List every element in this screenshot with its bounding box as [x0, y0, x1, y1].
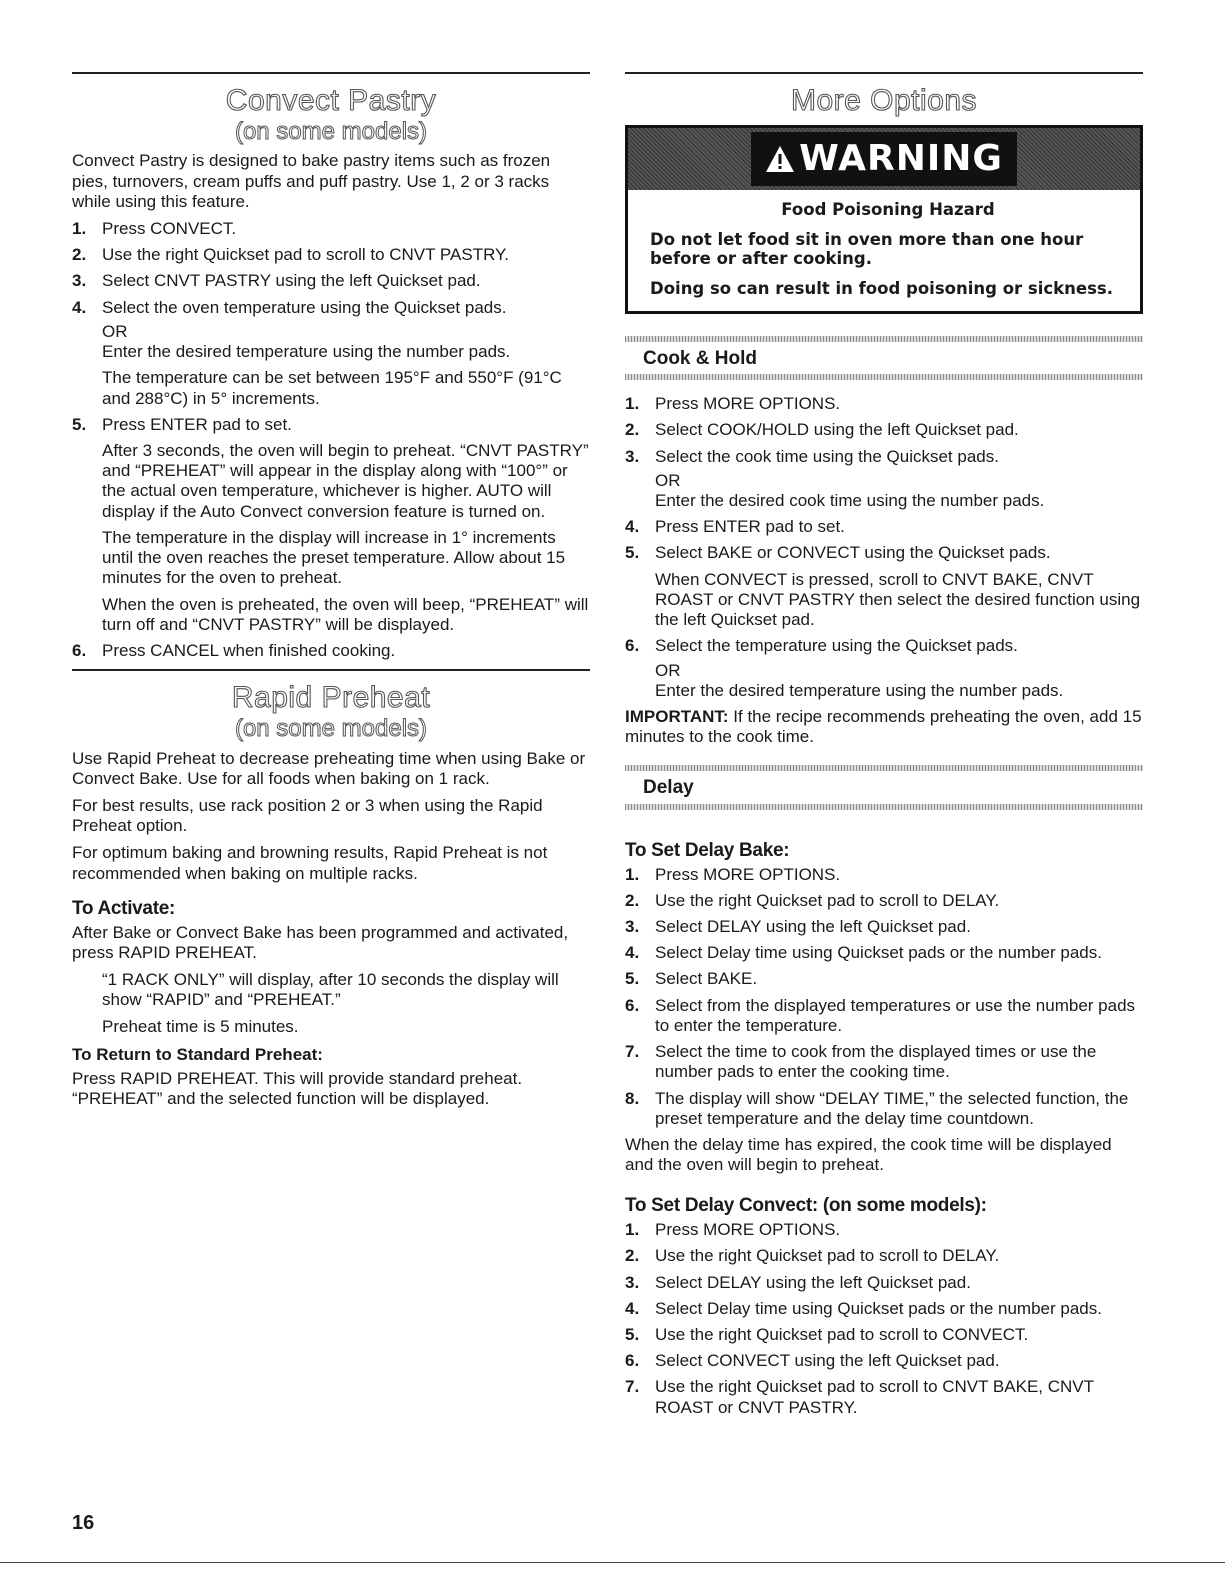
- warning-text: Do not let food sit in oven more than one hour before or after cooking.: [650, 229, 1084, 269]
- step-text: Use the right Quickset pad to scroll to CONVECT.: [655, 1324, 1029, 1344]
- section-title: Convect Pastry: [225, 84, 437, 117]
- list-item: [625, 1220, 1143, 1240]
- step-alt: Enter the desired temperature using the number pads.: [102, 342, 511, 362]
- step-note: When CONVECT is pressed, scroll to CNVT BAKE, CNVT ROAST or CNVT PASTRY then select the desired function using the left Quickset pad.: [655, 569, 1141, 630]
- or-label: OR: [102, 321, 128, 341]
- step-text: Select COOK/HOLD using the left Quickset pad.: [655, 420, 1019, 440]
- step-text: Select the oven temperature using the Quickset pads.: [102, 297, 507, 317]
- important-note: [625, 707, 1143, 747]
- step-alt: Enter the desired cook time using the number pads.: [655, 490, 1045, 510]
- step-note: After 3 seconds, the oven will begin to preheat. “CNVT PASTRY” and “PREHEAT” will appear in the display along with “100°” or the actual oven temperature, whichever is higher. AUTO will display if the Auto Convect conversion feature is turned on.: [102, 441, 589, 521]
- list-item: [625, 865, 1143, 885]
- step-text: Press ENTER pad to set.: [655, 517, 845, 537]
- step-text: Select BAKE or CONVECT using the Quickset pads.: [655, 543, 1051, 563]
- right-column: [625, 72, 1143, 1424]
- step-text: Select BAKE.: [655, 969, 758, 989]
- or-label: OR: [655, 660, 681, 680]
- list-item: [72, 641, 590, 661]
- steps-list: [625, 865, 1143, 1129]
- warning-text: Doing so can result in food poisoning or sickness.: [650, 278, 1113, 298]
- list-item: [625, 1377, 1143, 1417]
- step-text: Use the right Quickset pad to scroll to CNVT BAKE, CNVT ROAST or CNVT PASTRY.: [655, 1377, 1094, 1417]
- important-label: IMPORTANT:: [625, 706, 729, 726]
- indented-note: “1 RACK ONLY” will display, after 10 seconds the display will show “RAPID” and “PREHEAT.”: [102, 969, 559, 1010]
- step-number: 3.: [625, 917, 640, 937]
- subheading: To Return to Standard Preheat:: [72, 1044, 323, 1064]
- step-number: 6.: [72, 640, 87, 660]
- band-heading: Cook & Hold: [643, 347, 757, 369]
- step-number: 3.: [625, 1272, 640, 1292]
- section-band: [625, 765, 1143, 810]
- step-number: 5.: [625, 543, 640, 563]
- warning-box: [625, 125, 1143, 314]
- step-number: 7.: [625, 1377, 640, 1397]
- list-item: [625, 1273, 1143, 1293]
- section-divider: [625, 72, 1143, 74]
- page-bottom-rule: [0, 1562, 1225, 1563]
- step-number: 3.: [72, 271, 87, 291]
- step-alt: Enter the desired temperature using the number pads.: [655, 680, 1064, 700]
- step-text: Select CNVT PASTRY using the left Quickset pad.: [102, 271, 481, 291]
- section-divider: [72, 669, 590, 671]
- step-text: Select DELAY using the left Quickset pad.: [655, 917, 971, 937]
- step-text: Press CONVECT.: [102, 219, 237, 239]
- section-band: [625, 336, 1143, 381]
- step-note: The temperature in the display will increase in 1° increments until the oven reaches the preset temperature. Allow about 15 minutes for the oven to preheat.: [102, 527, 566, 588]
- step-number: 1.: [625, 864, 640, 884]
- step-number: 1.: [625, 1220, 640, 1240]
- subheading: To Set Delay Convect: (on some models):: [625, 1195, 987, 1217]
- step-number: 5.: [625, 1324, 640, 1344]
- section-subtitle: (on some models): [234, 715, 428, 743]
- step-number: 1.: [72, 219, 87, 239]
- step-text: Select the temperature using the Quickset pads.: [655, 636, 1018, 656]
- list-item: [625, 1246, 1143, 1266]
- or-label: OR: [655, 470, 681, 490]
- step-number: 4.: [72, 297, 87, 317]
- step-number: 6.: [625, 636, 640, 656]
- step-number: 2.: [625, 1246, 640, 1266]
- steps-list: [625, 1220, 1143, 1418]
- band-heading: Delay: [643, 777, 694, 799]
- step-text: Press ENTER pad to set.: [102, 414, 292, 434]
- step-text: Select CONVECT using the left Quickset pad.: [655, 1351, 1000, 1371]
- step-text: Select the cook time using the Quickset pads.: [655, 446, 999, 466]
- warning-label: [751, 132, 1017, 187]
- list-item: [625, 394, 1143, 414]
- step-number: 6.: [625, 1351, 640, 1371]
- step-number: 2.: [72, 245, 87, 265]
- list-item: [72, 245, 590, 265]
- step-text: Use the right Quickset pad to scroll to DELAY.: [655, 1246, 1000, 1266]
- step-number: 5.: [625, 969, 640, 989]
- warning-triangle-icon: [765, 145, 795, 173]
- step-number: 4.: [625, 1298, 640, 1318]
- list-item: [625, 636, 1143, 701]
- section-divider: [72, 72, 590, 74]
- step-number: 6.: [625, 995, 640, 1015]
- list-item: [625, 420, 1143, 440]
- step-number: 1.: [625, 394, 640, 414]
- left-column: [72, 72, 590, 1116]
- list-item: [625, 1042, 1143, 1082]
- list-item: [72, 298, 590, 409]
- list-item: [625, 447, 1143, 512]
- steps-list: [625, 394, 1143, 701]
- step-text: Select Delay time using Quickset pads or the number pads.: [655, 943, 1102, 963]
- paragraph: When the delay time has expired, the cook time will be displayed and the oven will begin to preheat.: [625, 1135, 1112, 1175]
- section-title: More Options: [790, 84, 978, 117]
- step-number: 4.: [625, 943, 640, 963]
- step-text: Press MORE OPTIONS.: [655, 864, 841, 884]
- list-item: [625, 917, 1143, 937]
- hazard-title: Food Poisoning Hazard: [781, 200, 995, 219]
- paragraph: For optimum baking and browning results, Rapid Preheat is not recommended when baking on multiple racks.: [72, 843, 548, 883]
- step-text: Press MORE OPTIONS.: [655, 394, 841, 414]
- subheading: To Activate:: [72, 897, 176, 919]
- warning-word: WARNING: [799, 137, 1003, 179]
- list-item: [625, 1299, 1143, 1319]
- step-text: Select DELAY using the left Quickset pad.: [655, 1272, 971, 1292]
- rapid-preheat-section: [72, 681, 590, 1109]
- step-number: 5.: [72, 414, 87, 434]
- step-text: Select from the displayed temperatures or use the number pads to enter the temperature.: [655, 995, 1136, 1035]
- intro-paragraph: Convect Pastry is designed to bake pastry items such as frozen pies, turnovers, cream puffs and puff pastry. Use 1, 2 or 3 racks while using this feature.: [72, 151, 551, 211]
- list-item: [625, 891, 1143, 911]
- list-item: [625, 943, 1143, 963]
- list-item: [625, 1351, 1143, 1371]
- list-item: [72, 219, 590, 239]
- list-item: [625, 517, 1143, 537]
- step-number: 3.: [625, 446, 640, 466]
- list-item: [625, 996, 1143, 1036]
- warning-header: [628, 128, 1140, 190]
- list-item: [625, 1325, 1143, 1345]
- step-text: Select Delay time using Quickset pads or the number pads.: [655, 1298, 1102, 1318]
- page-number: 16: [72, 1512, 95, 1534]
- step-text: Press CANCEL when finished cooking.: [102, 640, 396, 660]
- paragraph: After Bake or Convect Bake has been programmed and activated, press RAPID PREHEAT.: [72, 922, 569, 962]
- section-title: Rapid Preheat: [231, 681, 431, 715]
- step-text: Press MORE OPTIONS.: [655, 1220, 841, 1240]
- step-text: The display will show “DELAY TIME,” the selected function, the preset temperature and the delay time countdown.: [655, 1088, 1129, 1128]
- step-number: 2.: [625, 420, 640, 440]
- step-text: Use the right Quickset pad to scroll to CNVT PASTRY.: [102, 245, 509, 265]
- step-note: The temperature can be set between 195°F and 550°F (91°C and 288°C) in 5° increments.: [102, 368, 562, 408]
- convect-pastry-section: [72, 84, 590, 661]
- warning-body: [628, 190, 1140, 311]
- list-item: [625, 1089, 1143, 1129]
- paragraph: Use Rapid Preheat to decrease preheating time when using Bake or Convect Bake. Use for all foods when baking on 1 rack.: [72, 748, 586, 788]
- step-number: 7.: [625, 1042, 640, 1062]
- step-number: 8.: [625, 1088, 640, 1108]
- list-item: [625, 969, 1143, 989]
- important-text: If the recipe recommends preheating the oven, add 15 minutes to the cook time.: [625, 706, 1142, 747]
- step-text: Select the time to cook from the displayed times or use the number pads to enter the cooking time.: [655, 1042, 1097, 1082]
- step-note: When the oven is preheated, the oven will beep, “PREHEAT” will turn off and “CNVT PASTRY” will be displayed.: [102, 594, 589, 634]
- step-number: 4.: [625, 517, 640, 537]
- subheading: To Set Delay Bake:: [625, 840, 790, 861]
- section-subtitle: (on some models): [234, 118, 428, 145]
- list-item: [72, 271, 590, 291]
- step-text: Use the right Quickset pad to scroll to DELAY.: [655, 890, 1000, 910]
- list-item: [625, 543, 1143, 630]
- steps-list: [72, 219, 590, 661]
- paragraph: For best results, use rack position 2 or 3 when using the Rapid Preheat option.: [72, 796, 543, 836]
- indented-note: Preheat time is 5 minutes.: [102, 1017, 299, 1037]
- list-item: [72, 415, 590, 635]
- paragraph: Press RAPID PREHEAT. This will provide standard preheat. “PREHEAT” and the selected function will be displayed.: [72, 1068, 523, 1109]
- step-number: 2.: [625, 890, 640, 910]
